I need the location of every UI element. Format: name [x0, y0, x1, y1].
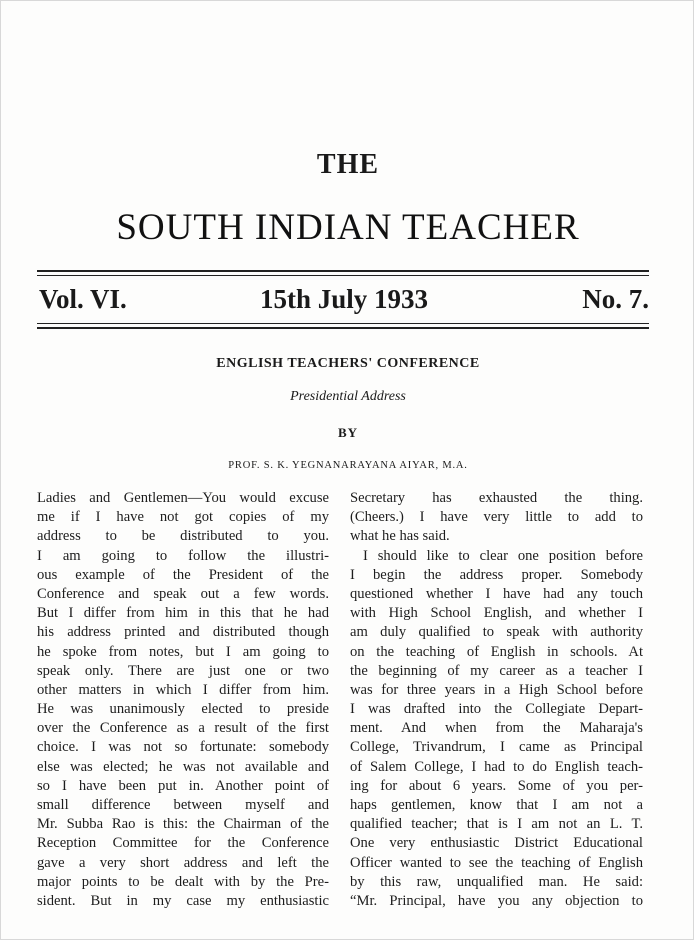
article-title: ENGLISH TEACHERS' CONFERENCE [216, 356, 480, 371]
journal-title: SOUTH INDIAN TEACHER [116, 207, 580, 248]
masthead-rule-top-thin [37, 275, 649, 276]
text-line: Ladies and Gentlemen—You would excuse [37, 490, 329, 506]
text-line: what he has said. [350, 528, 450, 545]
text-line: (Cheers.) I have very little to add to [350, 509, 643, 526]
text-line: major points to be dealt with by the Pre- [37, 873, 329, 890]
text-line: I was drafted into the Collegiate Depart- [350, 701, 643, 718]
text-line: with High School English, and whether I [350, 605, 643, 622]
text-line: over the Conference as a result of the first [37, 720, 329, 737]
text-line: by this raw, unqualified man. He said: [350, 873, 643, 890]
text-line: College, Trivandrum, I came as Principal [350, 739, 643, 756]
text-line: One very enthusiastic District Educational [350, 835, 643, 852]
text-line: address to be distributed to you. [37, 528, 329, 545]
masthead-rule-bottom-thin [37, 323, 649, 324]
masthead-rule-top-thick [37, 270, 649, 272]
text-line: “Mr. Principal, have you any objection to [350, 892, 643, 909]
issue-line [39, 284, 649, 318]
issue-number: No. 7. [582, 284, 649, 314]
issue-date: 15th July 1933 [259, 284, 429, 314]
text-line: I should like to clear one position before [363, 547, 643, 564]
text-line: He was unanimously elected to preside [37, 701, 329, 718]
text-line: me if I have not got copies of my [37, 509, 329, 526]
text-line: Officer wanted to see the teaching of English [350, 854, 643, 871]
text-line: other matters in which I differ from him. [37, 681, 329, 698]
text-line: so I have been put in. Another point of [37, 777, 329, 794]
text-line: on the teaching of English in schools. At [350, 643, 643, 660]
text-line: Mr. Subba Rao is this: the Chairman of the [37, 816, 329, 833]
volume-label: Vol. VI. [39, 284, 127, 314]
text-line: ous example of the President of the [37, 566, 329, 583]
text-line: sident. But in my case my enthusiastic [37, 892, 329, 909]
text-line: choice. I was not so fortunate: somebody [37, 739, 329, 756]
left-text-column [37, 489, 329, 911]
text-line: I am going to follow the illustri- [37, 547, 329, 564]
text-line: he spoke from notes, but I am going to [37, 643, 329, 660]
text-line: else was elected; he was not available and [37, 758, 329, 775]
text-line: I begin the address proper. Somebody [350, 566, 643, 583]
text-line: haps gentlemen, know that I am not a [350, 797, 643, 813]
text-line: Conference and speak out a few words. [37, 585, 329, 602]
text-line: qualified teacher; that is I am not an L. T. [350, 816, 643, 833]
text-line: the beginning of my career as a teacher I [350, 662, 643, 679]
article-subtitle: Presidential Address [290, 389, 406, 404]
byline-label: BY [337, 425, 359, 440]
text-line: ment. And when from the Maharaja's [350, 720, 643, 737]
text-line: Reception Committee for the Conference [37, 835, 329, 852]
masthead-the: THE [316, 149, 380, 180]
text-line: gave a very short address and left the [37, 854, 329, 871]
text-line: ing for about 6 years. Some of you per- [350, 777, 643, 794]
text-line: Secretary has exhausted the thing. [350, 490, 643, 506]
text-line: speak only. There are just one or two [37, 662, 329, 679]
text-line: was for three years in a High School before [350, 681, 643, 698]
text-line: of Salem College, I had to do English teach- [350, 758, 643, 775]
text-line: small difference between myself and [37, 797, 329, 813]
text-line: questioned whether I have had any touch [350, 585, 643, 602]
text-line: But I differ from him in this that he had [37, 605, 329, 622]
right-text-column [350, 489, 643, 911]
text-line: am duly qualified to speak with authority [350, 624, 643, 641]
masthead-rule-bottom-thick [37, 327, 649, 329]
author-name: PROF. S. K. YEGNANARAYANA AIYAR, M.A. [228, 460, 468, 471]
text-line: his address printed and distributed though [37, 624, 329, 641]
